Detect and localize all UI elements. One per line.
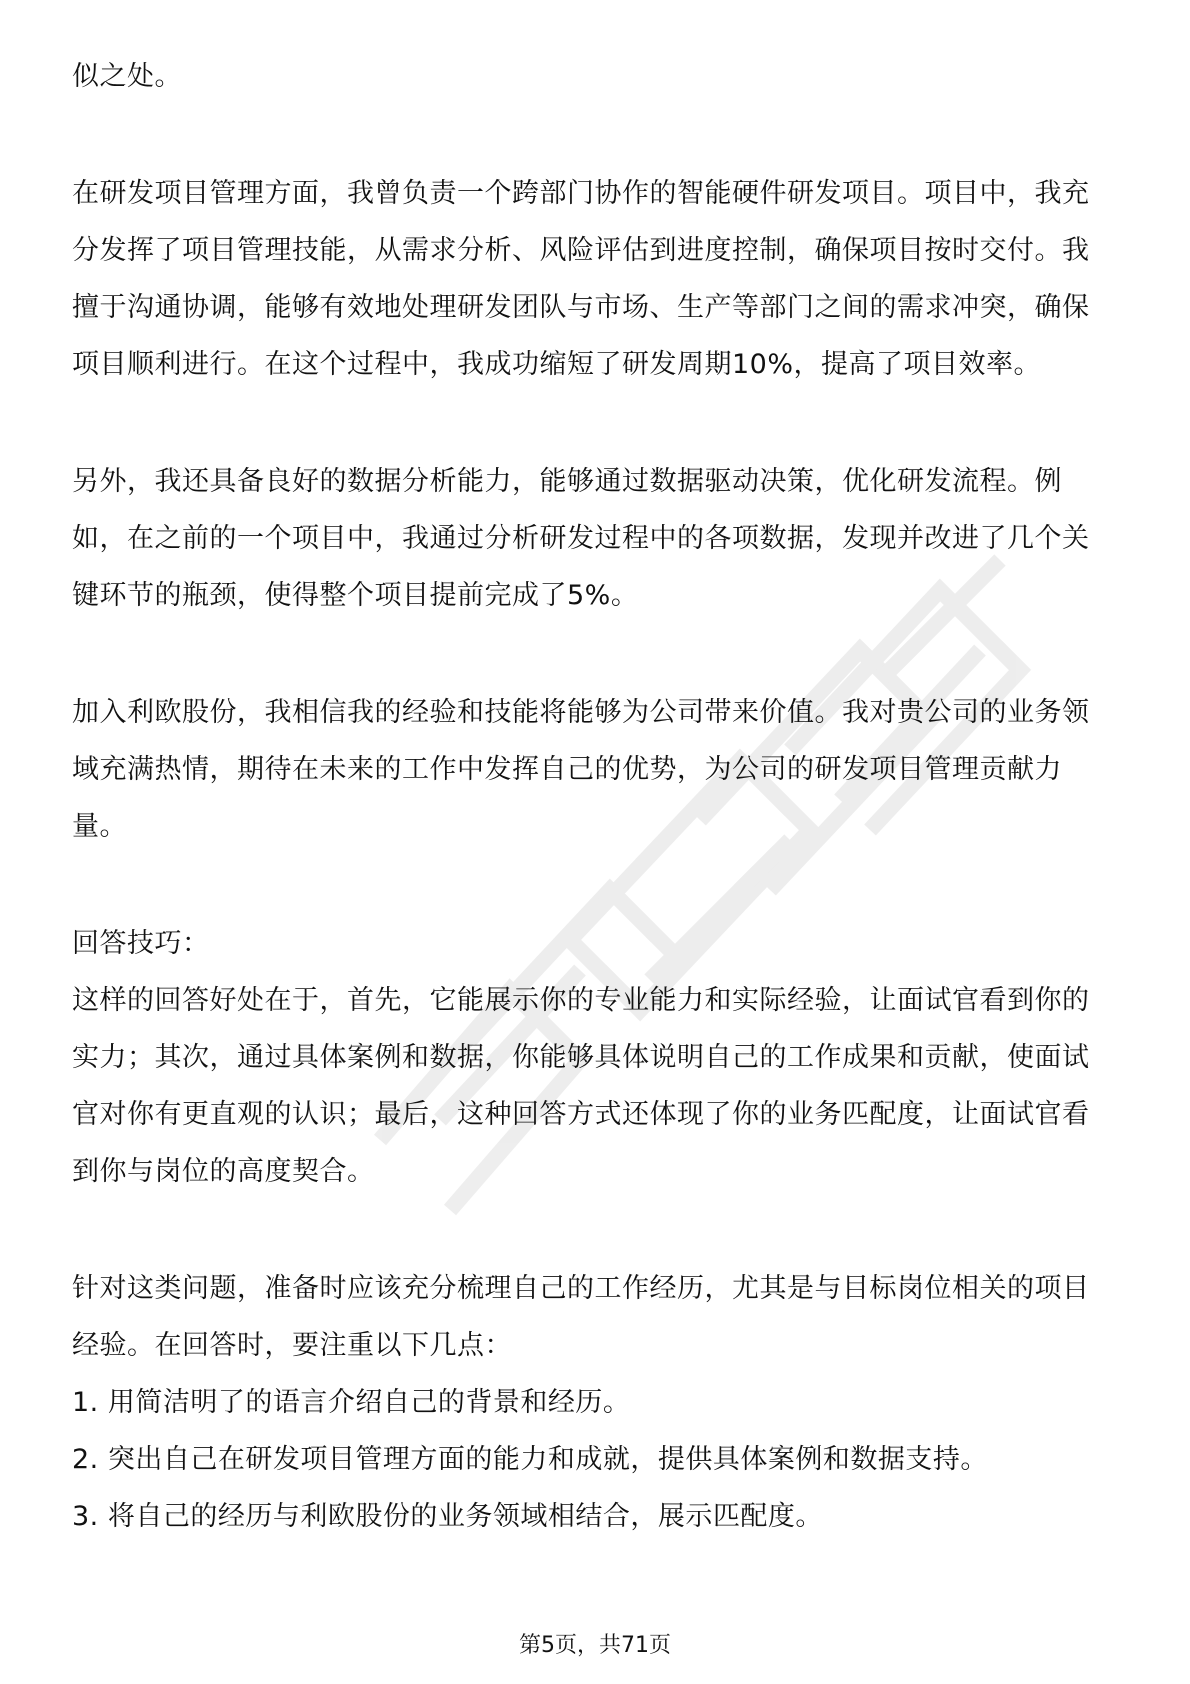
paragraph-project-management: 在研发项目管理方面，我曾负责一个跨部门协作的智能硬件研发项目。项目中，我充分发挥了项目管理技能，从需求分析、风险评估到进度控制，确保项目按时交付。我擅于沟通协调，能够有效地处理研发团队与市场、生产等部门之间的需求冲突，确保项目顺利进行。在这个过程中，我成功缩短了研发周期10%，提高了项目效率。 (72, 178, 1090, 380)
paragraph-preparation: 针对这类问题，准备时应该充分梳理自己的工作经历，尤其是与目标岗位相关的项目经验。在回答时，要注重以下几点： (72, 1273, 1090, 1361)
paragraph-continued: 似之处。 (72, 61, 182, 92)
list-item: 2. 突出自己在研发项目管理方面的能力和成就，提供具体案例和数据支持。 (72, 1444, 988, 1475)
paragraph-join-company: 加入利欧股份，我相信我的经验和技能将能够为公司带来价值。我对贵公司的业务领域充满热情，期待在未来的工作中发挥自己的优势，为公司的研发项目管理贡献力量。 (72, 697, 1090, 842)
paragraph-data-analysis: 另外，我还具备良好的数据分析能力，能够通过数据驱动决策，优化研发流程。例如，在之前的一个项目中，我通过分析研发过程中的各项数据，发现并改进了几个关键环节的瓶颈，使得整个项目提前完成了5%。 (72, 466, 1090, 611)
tips-heading: 回答技巧： (72, 928, 210, 959)
list-item: 3. 将自己的经历与利欧股份的业务领域相结合，展示匹配度。 (72, 1501, 823, 1532)
list-item: 1. 用简洁明了的语言介绍自己的背景和经历。 (72, 1387, 631, 1418)
document-body (72, 48, 1112, 1545)
page-number-footer: 第5页，共71页 (519, 1633, 671, 1658)
paragraph-tips: 这样的回答好处在于，首先，它能展示你的专业能力和实际经验，让面试官看到你的实力；其次，通过具体案例和数据，你能够具体说明自己的工作成果和贡献，使面试官对你有更直观的认识；最后，这种回答方式还体现了你的业务匹配度，让面试官看到你与岗位的高度契合。 (72, 985, 1090, 1187)
